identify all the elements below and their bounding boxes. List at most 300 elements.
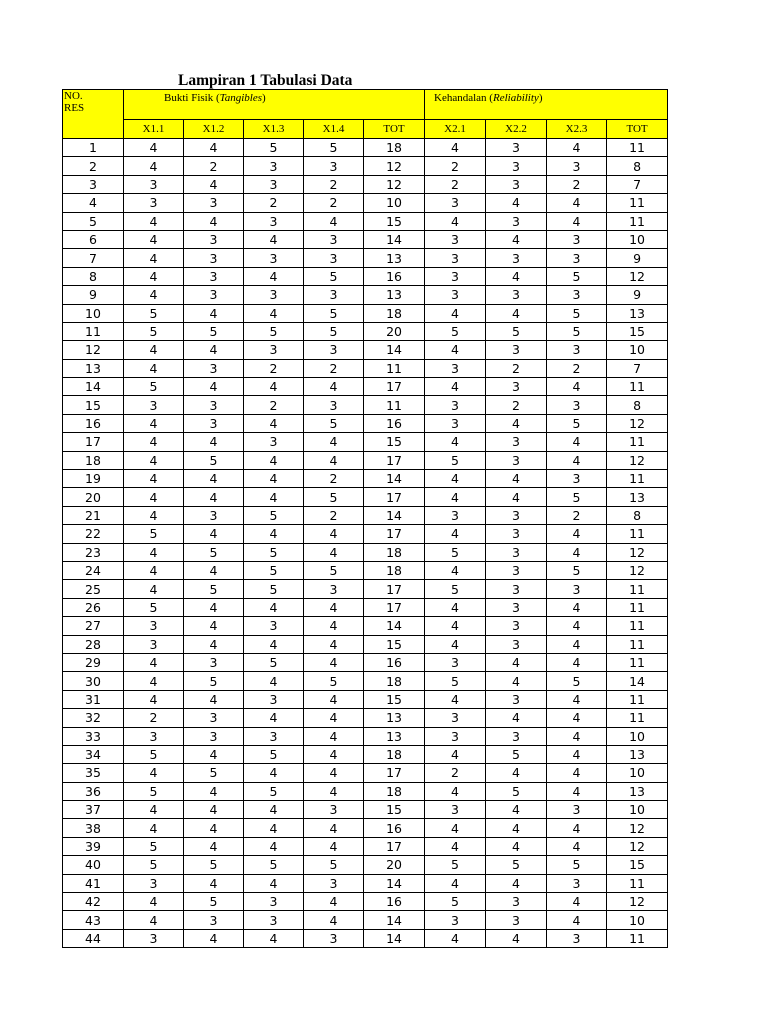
table-cell: 4 (547, 837, 607, 855)
table-cell: 16 (364, 819, 425, 837)
table-row (63, 230, 668, 248)
table-cell: 4 (244, 635, 304, 653)
table-cell: 4 (244, 470, 304, 488)
table-cell: 14 (607, 672, 668, 690)
table-cell: 4 (244, 819, 304, 837)
table-row (63, 506, 668, 524)
table-row (63, 451, 668, 469)
table-cell: 3 (184, 396, 244, 414)
table-cell: 3 (184, 359, 244, 377)
table-cell: 18 (364, 561, 425, 579)
table-cell: 3 (486, 286, 547, 304)
row-number-cell: 44 (63, 929, 124, 947)
table-cell: 2 (244, 359, 304, 377)
table-cell: 5 (244, 543, 304, 561)
table-cell: 4 (425, 782, 486, 800)
table-cell: 3 (547, 580, 607, 598)
row-number-cell: 11 (63, 322, 124, 340)
table-cell: 3 (486, 139, 547, 157)
table-cell: 4 (547, 709, 607, 727)
table-row (63, 543, 668, 561)
row-number-cell: 8 (63, 267, 124, 285)
table-cell: 14 (364, 230, 425, 248)
table-cell: 7 (607, 175, 668, 193)
table-cell: 10 (607, 230, 668, 248)
table-cell: 3 (184, 727, 244, 745)
row-number-cell: 27 (63, 617, 124, 635)
row-number-cell: 5 (63, 212, 124, 230)
table-cell: 4 (244, 672, 304, 690)
table-cell: 4 (304, 378, 364, 396)
table-cell: 4 (304, 911, 364, 929)
table-cell: 18 (364, 139, 425, 157)
table-cell: 5 (124, 322, 184, 340)
row-number-cell: 7 (63, 249, 124, 267)
table-cell: 4 (124, 341, 184, 359)
table-cell: 5 (244, 139, 304, 157)
table-cell: 4 (547, 543, 607, 561)
table-cell: 3 (425, 801, 486, 819)
table-cell: 3 (304, 341, 364, 359)
table-cell: 3 (244, 433, 304, 451)
table-cell: 4 (244, 378, 304, 396)
table-cell: 3 (425, 653, 486, 671)
table-cell: 5 (425, 893, 486, 911)
table-row (63, 727, 668, 745)
table-cell: 15 (607, 322, 668, 340)
table-cell: 11 (364, 359, 425, 377)
table-cell: 17 (364, 580, 425, 598)
table-cell: 3 (425, 267, 486, 285)
table-cell: 12 (607, 837, 668, 855)
table-row (63, 893, 668, 911)
table-cell: 4 (304, 727, 364, 745)
table-cell: 4 (304, 635, 364, 653)
table-cell: 2 (304, 175, 364, 193)
table-row (63, 709, 668, 727)
table-cell: 20 (364, 856, 425, 874)
table-cell: 4 (425, 525, 486, 543)
row-number-cell: 6 (63, 230, 124, 248)
table-cell: 3 (244, 212, 304, 230)
table-cell: 4 (425, 341, 486, 359)
table-cell: 3 (425, 359, 486, 377)
row-number-cell: 29 (63, 653, 124, 671)
table-cell: 10 (364, 194, 425, 212)
table-cell: 3 (486, 690, 547, 708)
table-cell: 4 (244, 874, 304, 892)
table-cell: 5 (244, 745, 304, 763)
table-cell: 5 (244, 322, 304, 340)
table-cell: 3 (425, 911, 486, 929)
table-cell: 4 (425, 378, 486, 396)
row-number-cell: 16 (63, 414, 124, 432)
table-cell: 5 (547, 267, 607, 285)
table-cell: 4 (304, 690, 364, 708)
table-cell: 4 (184, 139, 244, 157)
table-cell: 12 (607, 543, 668, 561)
table-cell: 3 (486, 506, 547, 524)
table-cell: 5 (425, 543, 486, 561)
table-cell: 4 (304, 782, 364, 800)
group2-prefix: Kehandalan ( (434, 92, 493, 104)
table-cell: 5 (184, 856, 244, 874)
data-table (62, 89, 668, 948)
table-cell: 3 (244, 690, 304, 708)
col-header: X1.1 (124, 120, 184, 139)
table-cell: 14 (364, 929, 425, 947)
row-number-cell: 1 (63, 139, 124, 157)
table-cell: 17 (364, 525, 425, 543)
col-header: TOT (607, 120, 668, 139)
table-cell: 3 (244, 617, 304, 635)
table-cell: 5 (124, 525, 184, 543)
table-cell: 11 (364, 396, 425, 414)
table-cell: 4 (486, 194, 547, 212)
table-cell: 3 (486, 893, 547, 911)
table-row (63, 359, 668, 377)
table-cell: 4 (244, 929, 304, 947)
table-cell: 3 (124, 727, 184, 745)
table-cell: 5 (184, 764, 244, 782)
table-cell: 16 (364, 414, 425, 432)
table-cell: 13 (364, 249, 425, 267)
table-cell: 5 (304, 488, 364, 506)
table-cell: 3 (304, 396, 364, 414)
table-cell: 3 (244, 286, 304, 304)
table-cell: 3 (244, 249, 304, 267)
table-cell: 5 (124, 378, 184, 396)
table-cell: 5 (124, 745, 184, 763)
table-cell: 14 (364, 506, 425, 524)
table-cell: 5 (124, 837, 184, 855)
table-cell: 5 (486, 745, 547, 763)
table-row (63, 837, 668, 855)
table-cell: 2 (304, 506, 364, 524)
table-cell: 5 (547, 561, 607, 579)
table-cell: 3 (244, 175, 304, 193)
table-cell: 4 (244, 598, 304, 616)
table-cell: 2 (425, 764, 486, 782)
table-cell: 4 (184, 304, 244, 322)
table-cell: 3 (486, 727, 547, 745)
table-cell: 3 (486, 911, 547, 929)
table-cell: 3 (486, 451, 547, 469)
row-number-cell: 12 (63, 341, 124, 359)
table-cell: 5 (184, 580, 244, 598)
table-cell: 4 (124, 433, 184, 451)
table-cell: 3 (184, 506, 244, 524)
header-group-tangibles (124, 90, 425, 120)
table-cell: 4 (486, 653, 547, 671)
table-cell: 5 (547, 672, 607, 690)
table-cell: 4 (547, 635, 607, 653)
table-cell: 15 (364, 212, 425, 230)
table-cell: 4 (244, 414, 304, 432)
table-cell: 12 (364, 157, 425, 175)
table-cell: 4 (304, 893, 364, 911)
table-cell: 4 (184, 617, 244, 635)
table-cell: 10 (607, 801, 668, 819)
table-cell: 3 (547, 249, 607, 267)
table-cell: 4 (425, 837, 486, 855)
table-cell: 10 (607, 727, 668, 745)
table-cell: 11 (607, 378, 668, 396)
table-cell: 4 (124, 451, 184, 469)
table-cell: 11 (607, 598, 668, 616)
table-cell: 3 (304, 801, 364, 819)
table-cell: 3 (486, 525, 547, 543)
table-cell: 9 (607, 286, 668, 304)
table-cell: 3 (547, 341, 607, 359)
table-cell: 5 (547, 414, 607, 432)
row-number-cell: 15 (63, 396, 124, 414)
table-cell: 4 (184, 175, 244, 193)
table-cell: 4 (486, 488, 547, 506)
table-cell: 3 (124, 635, 184, 653)
table-cell: 3 (486, 543, 547, 561)
table-cell: 3 (304, 230, 364, 248)
table-cell: 4 (124, 672, 184, 690)
row-number-cell: 38 (63, 819, 124, 837)
table-cell: 2 (184, 157, 244, 175)
table-cell: 11 (607, 580, 668, 598)
table-cell: 11 (607, 709, 668, 727)
table-cell: 3 (425, 727, 486, 745)
row-number-cell: 26 (63, 598, 124, 616)
table-cell: 3 (547, 929, 607, 947)
table-cell: 4 (547, 378, 607, 396)
table-cell: 3 (184, 414, 244, 432)
table-cell: 3 (124, 194, 184, 212)
table-cell: 3 (184, 653, 244, 671)
table-cell: 3 (304, 157, 364, 175)
table-cell: 4 (184, 561, 244, 579)
table-cell: 4 (304, 451, 364, 469)
table-cell: 3 (486, 175, 547, 193)
table-cell: 5 (304, 856, 364, 874)
table-cell: 3 (547, 286, 607, 304)
table-cell: 3 (124, 396, 184, 414)
table-cell: 4 (184, 470, 244, 488)
table-row (63, 782, 668, 800)
table-cell: 4 (547, 819, 607, 837)
table-cell: 4 (184, 525, 244, 543)
table-cell: 7 (607, 359, 668, 377)
table-row (63, 139, 668, 157)
table-cell: 10 (607, 764, 668, 782)
table-cell: 3 (425, 194, 486, 212)
table-cell: 4 (547, 727, 607, 745)
table-cell: 4 (304, 598, 364, 616)
table-cell: 12 (607, 893, 668, 911)
table-cell: 4 (184, 635, 244, 653)
table-cell: 4 (304, 764, 364, 782)
table-cell: 5 (184, 451, 244, 469)
group1-term: Tangibles (219, 92, 263, 104)
table-cell: 17 (364, 837, 425, 855)
row-number-cell: 25 (63, 580, 124, 598)
table-row (63, 286, 668, 304)
table-row (63, 856, 668, 874)
table-cell: 16 (364, 653, 425, 671)
table-cell: 3 (486, 433, 547, 451)
table-row (63, 249, 668, 267)
table-cell: 13 (607, 488, 668, 506)
table-cell: 4 (425, 212, 486, 230)
table-cell: 18 (364, 672, 425, 690)
table-cell: 4 (244, 525, 304, 543)
table-cell: 4 (425, 635, 486, 653)
table-cell: 5 (304, 414, 364, 432)
table-cell: 4 (124, 267, 184, 285)
table-row (63, 929, 668, 947)
table-cell: 4 (486, 874, 547, 892)
col-header: X2.1 (425, 120, 486, 139)
table-cell: 2 (124, 709, 184, 727)
table-cell: 2 (244, 194, 304, 212)
table-cell: 5 (425, 322, 486, 340)
table-cell: 3 (486, 635, 547, 653)
table-cell: 3 (486, 157, 547, 175)
table-cell: 4 (547, 598, 607, 616)
row-number-cell: 13 (63, 359, 124, 377)
table-cell: 4 (124, 470, 184, 488)
table-cell: 5 (425, 451, 486, 469)
table-cell: 4 (547, 451, 607, 469)
table-row (63, 653, 668, 671)
table-cell: 11 (607, 212, 668, 230)
table-cell: 2 (304, 194, 364, 212)
row-number-cell: 9 (63, 286, 124, 304)
row-number-cell: 4 (63, 194, 124, 212)
table-row (63, 819, 668, 837)
row-number-cell: 17 (63, 433, 124, 451)
table-row (63, 580, 668, 598)
row-number-cell: 2 (63, 157, 124, 175)
table-cell: 11 (607, 617, 668, 635)
table-cell: 3 (547, 396, 607, 414)
row-number-cell: 43 (63, 911, 124, 929)
table-cell: 4 (124, 286, 184, 304)
table-cell: 4 (124, 580, 184, 598)
table-cell: 4 (184, 378, 244, 396)
table-cell: 4 (304, 709, 364, 727)
table-row (63, 874, 668, 892)
table-row (63, 488, 668, 506)
table-cell: 4 (486, 267, 547, 285)
table-cell: 4 (184, 341, 244, 359)
table-cell: 14 (364, 911, 425, 929)
row-number-cell: 41 (63, 874, 124, 892)
table-cell: 5 (244, 856, 304, 874)
table-cell: 3 (425, 249, 486, 267)
table-cell: 3 (304, 580, 364, 598)
table-cell: 5 (244, 506, 304, 524)
table-cell: 13 (364, 286, 425, 304)
table-cell: 3 (425, 230, 486, 248)
table-cell: 2 (425, 175, 486, 193)
row-number-cell: 22 (63, 525, 124, 543)
table-cell: 13 (607, 745, 668, 763)
col-header: X2.2 (486, 120, 547, 139)
table-cell: 5 (304, 304, 364, 322)
table-cell: 3 (244, 893, 304, 911)
table-cell: 4 (124, 543, 184, 561)
table-cell: 14 (364, 341, 425, 359)
table-cell: 5 (425, 856, 486, 874)
table-cell: 3 (124, 617, 184, 635)
table-cell: 3 (425, 506, 486, 524)
table-row (63, 175, 668, 193)
page-title: Lampiran 1 Tabulasi Data (178, 72, 353, 89)
table-cell: 4 (184, 837, 244, 855)
table-cell: 2 (425, 157, 486, 175)
table-cell: 4 (425, 690, 486, 708)
table-cell: 13 (607, 782, 668, 800)
header-no-res-line1: NO. (64, 90, 83, 102)
table-cell: 4 (244, 488, 304, 506)
row-number-cell: 28 (63, 635, 124, 653)
row-number-cell: 40 (63, 856, 124, 874)
table-cell: 18 (364, 782, 425, 800)
table-cell: 4 (486, 230, 547, 248)
table-cell: 4 (244, 451, 304, 469)
header-row-columns (63, 120, 668, 139)
table-row (63, 561, 668, 579)
col-header: X1.2 (184, 120, 244, 139)
table-cell: 4 (304, 212, 364, 230)
table-cell: 13 (364, 727, 425, 745)
table-cell: 10 (607, 911, 668, 929)
table-cell: 3 (304, 874, 364, 892)
table-cell: 4 (124, 230, 184, 248)
table-cell: 4 (425, 929, 486, 947)
table-cell: 5 (184, 543, 244, 561)
table-cell: 3 (184, 286, 244, 304)
table-cell: 18 (364, 543, 425, 561)
table-cell: 4 (124, 212, 184, 230)
table-cell: 8 (607, 396, 668, 414)
table-cell: 4 (547, 139, 607, 157)
group2-suffix: ) (538, 92, 543, 104)
table-cell: 13 (364, 709, 425, 727)
table-cell: 4 (486, 837, 547, 855)
table-cell: 4 (124, 911, 184, 929)
table-row (63, 414, 668, 432)
table-cell: 4 (425, 617, 486, 635)
row-number-cell: 14 (63, 378, 124, 396)
table-cell: 15 (364, 801, 425, 819)
table-cell: 4 (547, 782, 607, 800)
table-cell: 4 (124, 414, 184, 432)
table-row (63, 396, 668, 414)
table-cell: 4 (124, 801, 184, 819)
table-cell: 4 (304, 653, 364, 671)
table-cell: 4 (124, 506, 184, 524)
table-row (63, 672, 668, 690)
table-cell: 4 (547, 617, 607, 635)
table-cell: 12 (607, 561, 668, 579)
table-cell: 2 (547, 359, 607, 377)
table-row (63, 617, 668, 635)
row-number-cell: 24 (63, 561, 124, 579)
table-cell: 16 (364, 267, 425, 285)
table-cell: 3 (244, 341, 304, 359)
table-cell: 5 (425, 672, 486, 690)
table-cell: 3 (184, 249, 244, 267)
table-cell: 3 (486, 561, 547, 579)
